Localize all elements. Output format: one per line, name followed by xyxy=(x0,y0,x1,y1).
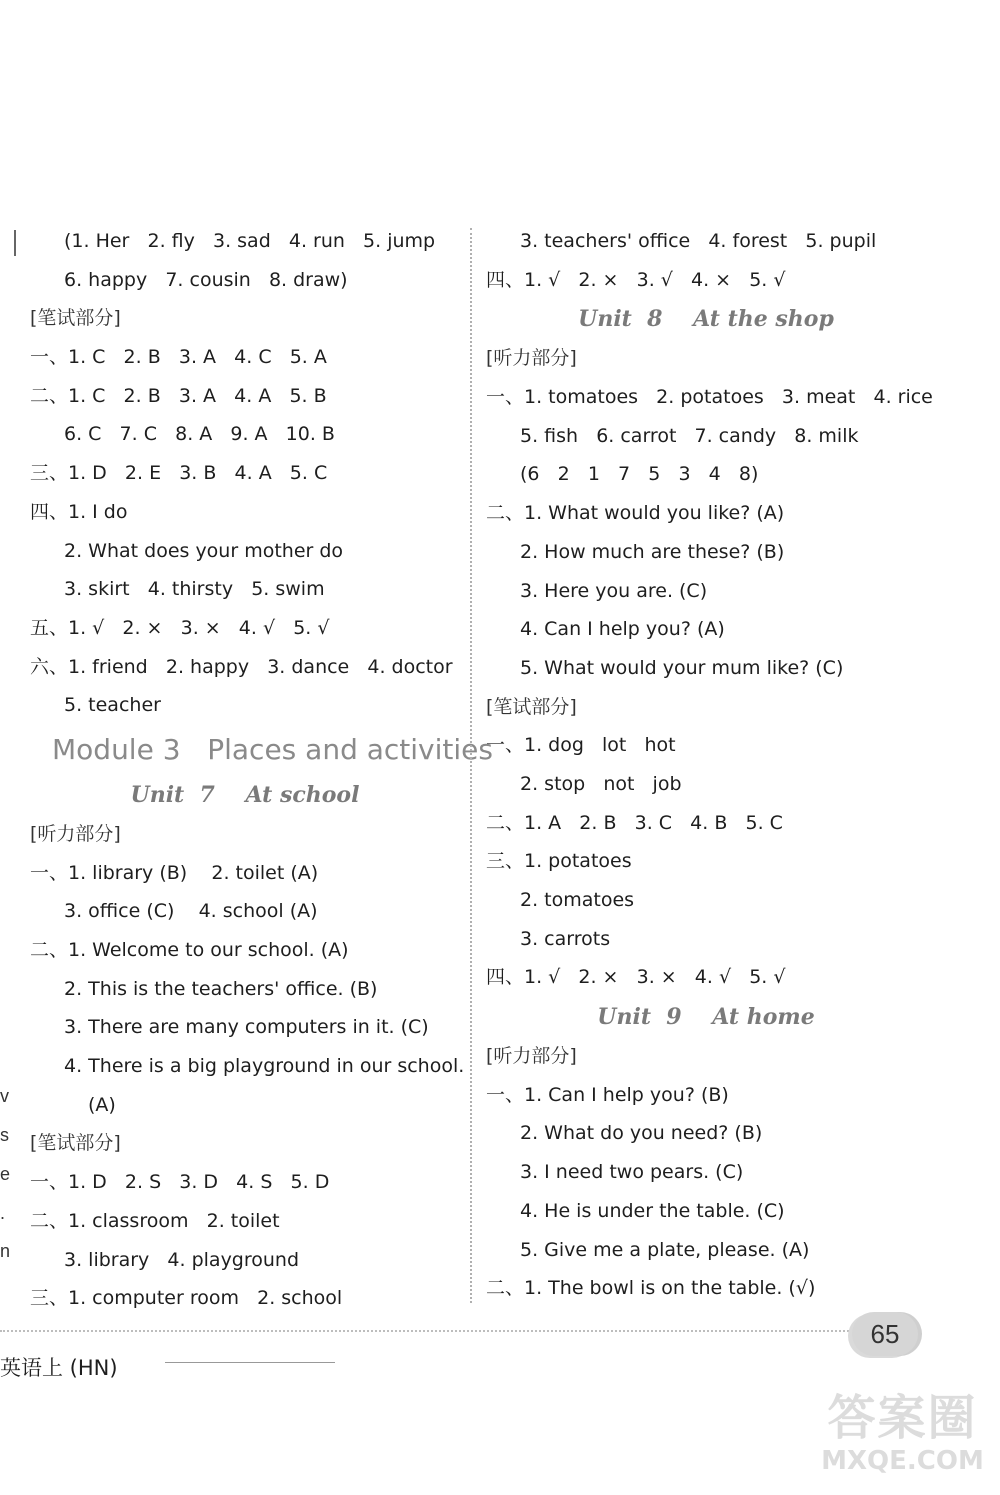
page-number: 65 xyxy=(852,1312,918,1356)
answer-line: 4. He is under the table. (C) xyxy=(520,1199,785,1222)
answer-line: 6. happy 7. cousin 8. draw) xyxy=(64,268,348,291)
answer-line: 2. This is the teachers' office. (B) xyxy=(64,977,378,1000)
edge-char: s xyxy=(0,1125,9,1145)
page-edge-mark xyxy=(14,230,16,256)
answer-line: (6 2 1 7 5 3 4 8) xyxy=(520,463,759,486)
answer-line: 3. library 4. playground xyxy=(64,1248,300,1271)
answer-line: 2. tomatoes xyxy=(520,889,635,911)
answer-line: 3. office (C) 4. school (A) xyxy=(64,900,318,923)
edge-char: v xyxy=(0,1086,9,1106)
answer-line: 四、1. √ 2. × 3. √ 4. × 5. √ xyxy=(486,268,786,291)
footer-underline xyxy=(165,1362,335,1363)
answer-line: 三、1. computer room 2. school xyxy=(30,1287,343,1310)
answer-line: 二、1. Welcome to our school. (A) xyxy=(30,939,349,961)
edge-char: . xyxy=(0,1203,6,1223)
answer-line: 二、1. classroom 2. toilet xyxy=(30,1209,280,1232)
answer-line: 二、1. The bowl is on the table. (√) xyxy=(486,1277,816,1300)
section-label: [笔试部分] xyxy=(486,695,577,718)
answer-line: 一、1. dog lot hot xyxy=(486,734,676,757)
answer-line: 5. What would your mum like? (C) xyxy=(520,656,844,679)
unit-heading: Unit 8 At the shop xyxy=(578,306,834,333)
answer-line: 5. fish 6. carrot 7. candy 8. milk xyxy=(520,424,859,447)
watermark-en: MXQE.COM xyxy=(821,1446,984,1476)
section-label: [笔试部分] xyxy=(30,307,121,330)
watermark-cn: 答案圈 xyxy=(827,1390,978,1446)
answer-line: 六、1. friend 2. happy 3. dance 4. doctor xyxy=(30,655,453,678)
answer-line: 一、1. D 2. S 3. D 4. S 5. D xyxy=(30,1171,330,1194)
answer-line: 4. Can I help you? (A) xyxy=(520,618,725,641)
section-label: [听力部分] xyxy=(486,1045,577,1068)
unit-heading: Unit 7 At school xyxy=(130,781,360,808)
answer-line: 3. I need two pears. (C) xyxy=(520,1161,744,1184)
answer-line: 四、1. I do xyxy=(30,500,128,523)
answer-line: 5. Give me a plate, please. (A) xyxy=(520,1238,810,1261)
answer-line: 3. carrots xyxy=(520,927,611,950)
answer-line: 2. What does your mother do xyxy=(64,539,344,562)
answer-line: (1. Her 2. fly 3. sad 4. run 5. jump xyxy=(64,230,436,252)
answer-line: 2. stop not job xyxy=(520,772,682,795)
watermark-logo xyxy=(810,1390,995,1490)
section-label: [笔试部分] xyxy=(30,1132,121,1155)
answer-line: 3. Here you are. (C) xyxy=(520,579,708,602)
answer-column-right xyxy=(486,222,933,1308)
section-label: [听力部分] xyxy=(30,822,121,845)
answer-line: 一、1. tomatoes 2. potatoes 3. meat 4. rice xyxy=(486,386,933,409)
answer-line: 6. C 7. C 8. A 9. A 10. B xyxy=(64,423,335,446)
edge-char: n xyxy=(0,1241,11,1261)
answer-line: 二、1. What would you like? (A) xyxy=(486,502,785,525)
answer-line: 二、1. A 2. B 3. C 4. B 5. C xyxy=(486,811,783,834)
answer-line: 二、1. C 2. B 3. A 4. A 5. B xyxy=(30,384,327,407)
module-heading: Module 3 Places and activities xyxy=(52,732,493,766)
answer-line: 3. teachers' office 4. forest 5. pupil xyxy=(520,230,877,252)
answer-line: 3. There are many computers in it. (C) xyxy=(64,1016,429,1039)
section-label: [听力部分] xyxy=(486,347,577,370)
answer-line: 2. How much are these? (B) xyxy=(520,540,785,563)
column-divider xyxy=(470,228,472,1303)
answer-column-left xyxy=(30,222,493,1318)
answer-line: 三、1. D 2. E 3. B 4. A 5. C xyxy=(30,462,328,485)
edge-char: e xyxy=(0,1164,11,1184)
unit-heading: Unit 9 At home xyxy=(597,1004,815,1031)
answer-line: 五、1. √ 2. × 3. × 4. √ 5. √ xyxy=(30,616,330,639)
answer-line: 一、1. library (B) 2. toilet (A) xyxy=(30,861,319,884)
answer-line: 5. teacher xyxy=(64,694,161,717)
answer-line: 一、1. C 2. B 3. A 4. C 5. A xyxy=(30,346,327,369)
answer-line: 3. skirt 4. thirsty 5. swim xyxy=(64,578,325,601)
book-label: 英语上 (HN) xyxy=(0,1356,118,1380)
footer-rule xyxy=(0,1330,860,1332)
answer-line: 一、1. Can I help you? (B) xyxy=(486,1083,729,1106)
answer-line: 四、1. √ 2. × 3. × 4. √ 5. √ xyxy=(486,966,786,989)
answer-line: 4. There is a big playground in our school. xyxy=(64,1055,465,1078)
answer-line: (A) xyxy=(88,1093,116,1116)
answer-line: 三、1. potatoes xyxy=(486,850,632,873)
answer-line: 2. What do you need? (B) xyxy=(520,1122,763,1145)
